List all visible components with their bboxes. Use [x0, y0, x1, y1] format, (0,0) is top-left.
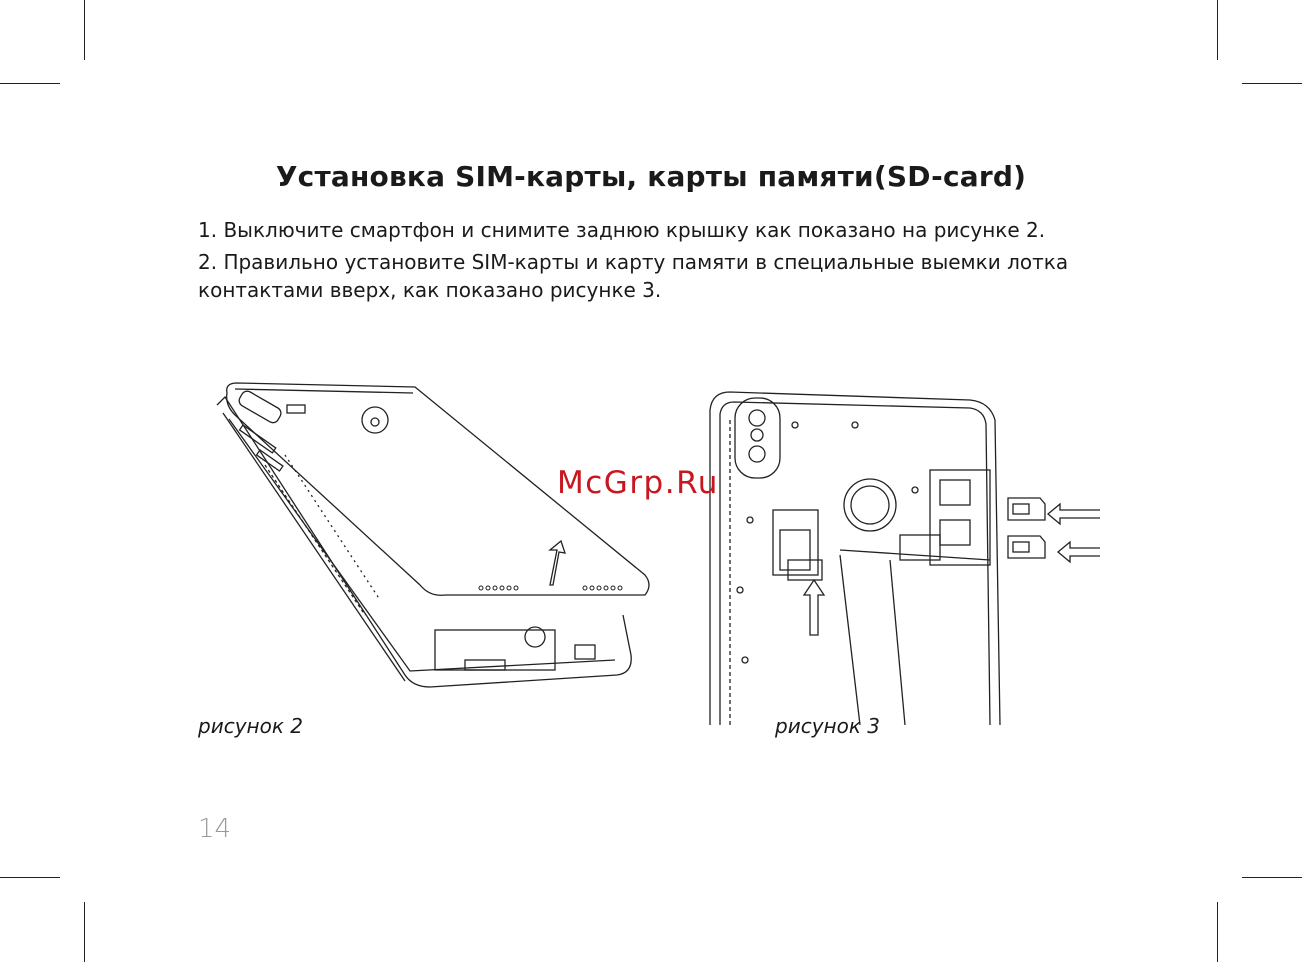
crop-mark-top-right-h: [1242, 83, 1302, 84]
crop-mark-bottom-right-h: [1242, 877, 1302, 878]
step-2-text: 2. Правильно установите SIM-карты и карту памяти в специальные выемки лотка контактами вверх, как показано рисунке 3.: [198, 250, 1069, 302]
crop-mark-bottom-right-v: [1217, 902, 1218, 962]
page-number: 14: [198, 814, 232, 844]
crop-mark-bottom-left-h: [0, 877, 60, 878]
figure-2-caption: рисунок 2: [198, 714, 303, 738]
figure-3-caption: рисунок 3: [775, 714, 880, 738]
step-1-text: 1. Выключите смартфон и снимите заднюю крышку как показано на рисунке 2.: [198, 218, 1046, 242]
page-title: Установка SIM-карты, карты памяти(SD-card): [275, 160, 1027, 193]
crop-mark-top-left-v: [84, 0, 85, 60]
crop-mark-top-right-v: [1217, 0, 1218, 60]
crop-mark-top-left-h: [0, 83, 60, 84]
watermark: McGrp.Ru: [557, 465, 719, 501]
figure-3-insert-cards: [690, 380, 1105, 725]
figure-2-remove-back-cover: [205, 375, 660, 705]
crop-mark-bottom-left-v: [84, 902, 85, 962]
